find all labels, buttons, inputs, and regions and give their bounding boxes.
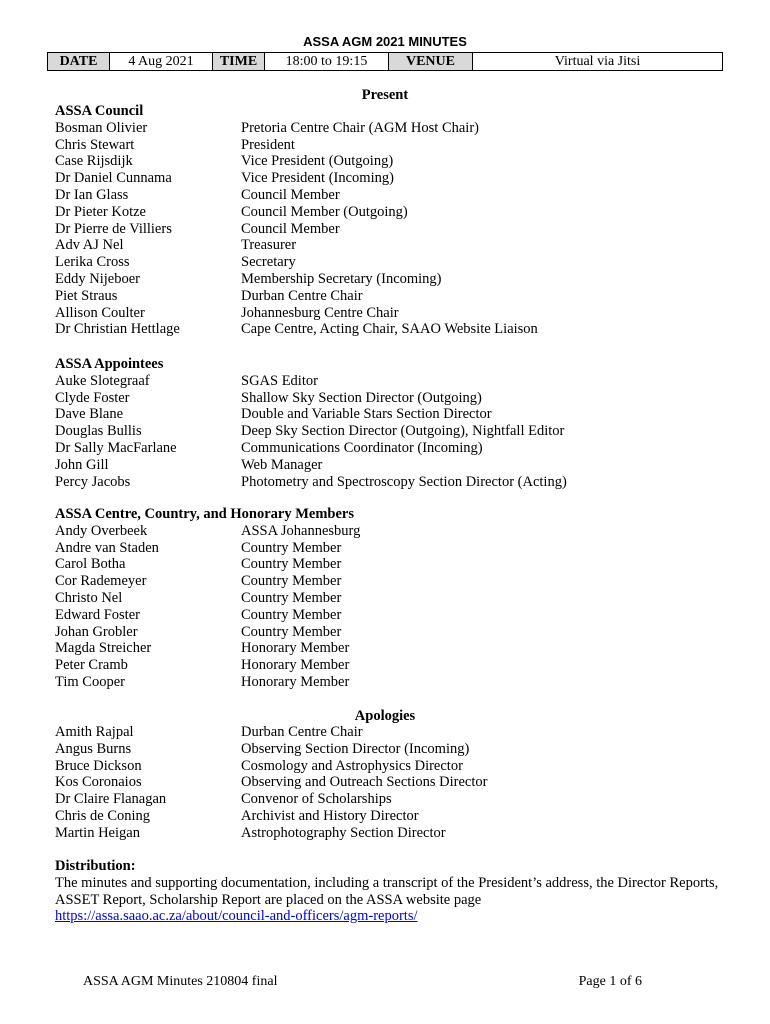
person-name: Bosman Olivier [55,119,148,136]
person-role: Double and Variable Stars Section Director [241,406,492,423]
person-name: Dr Claire Flanagan [55,791,167,808]
person-role: Convenor of Scholarships [241,791,392,808]
person-role: Pretoria Centre Chair (AGM Host Chair) [241,119,479,136]
person-name: Angus Burns [55,740,132,757]
agm-reports-link[interactable]: https://assa.saao.ac.za/about/council-and-officers/agm-reports/ [55,908,418,925]
person-role: Cape Centre, Acting Chair, SAAO Website Liaison [241,321,538,338]
person-role: Honorary Member [241,673,350,690]
distribution-text: The minutes and supporting documentation, including a transcript of the President’s address, the Director Reports, ASSET Report, Scholarship Report are placed on the ASSA website page [55,874,719,908]
person-role: Vice President (Outgoing) [241,153,394,170]
list-item [55,254,745,271]
distribution-section [55,858,745,925]
person-role: President [241,136,295,153]
person-role: Observing Section Director (Incoming) [241,740,470,757]
person-name: Adv AJ Nel [55,237,124,254]
person-role: Treasurer [241,237,297,254]
person-name: Christo Nel [55,589,123,606]
list-item [55,221,745,238]
list-item [55,305,745,322]
list-item [55,540,745,557]
person-role: Durban Centre Chair [241,724,363,740]
list-item [55,457,745,474]
list-item [55,321,745,338]
person-role: Honorary Member [241,657,350,674]
person-role: Astrophotography Section Director [241,824,446,841]
list-item [55,774,745,791]
person-name: Allison Coulter [55,304,145,321]
list-item [55,153,745,170]
person-name: Eddy Nijeboer [55,270,140,287]
list-item [55,523,745,540]
person-name: Dr Ian Glass [55,186,129,203]
members-heading: ASSA Centre, Country, and Honorary Members [55,506,354,522]
person-name: Andre van Staden [55,539,159,556]
person-role: Country Member [241,623,342,640]
person-role: Deep Sky Section Director (Outgoing), Nightfall Editor [241,423,565,440]
list-item [55,573,745,590]
appointees-heading: ASSA Appointees [55,356,164,372]
list-item [55,406,745,423]
person-role: Country Member [241,539,342,556]
distribution-heading: Distribution: [55,858,136,874]
person-name: Bruce Dickson [55,757,142,774]
venue-value: Virtual via Jitsi [473,53,723,71]
person-name: John Gill [55,456,109,473]
person-name: Piet Straus [55,287,118,304]
person-name: Magda Streicher [55,640,152,657]
person-name: Douglas Bullis [55,423,142,440]
date-label: DATE [48,53,110,71]
time-label: TIME [213,53,265,71]
person-name: Chris Stewart [55,136,135,153]
list-item [55,758,745,775]
person-name: Dr Pierre de Villiers [55,220,172,237]
footer-page-number: Page 1 of 6 [578,974,642,989]
person-role: SGAS Editor [241,372,318,389]
person-name: Carol Botha [55,556,126,573]
person-name: Cor Rademeyer [55,573,147,590]
person-name: Dr Daniel Cunnama [55,170,172,187]
list-item [55,373,745,390]
person-name: Amith Rajpal [55,724,134,740]
council-heading: ASSA Council [55,103,144,119]
apologies-section [55,724,745,842]
person-role: Durban Centre Chair [241,287,363,304]
list-item [55,741,745,758]
person-name: Auke Slotegraaf [55,372,150,389]
apologies-heading: Apologies [354,708,416,724]
person-name: Dave Blane [55,406,124,423]
person-role: Archivist and History Director [241,807,419,824]
footer-document-name: ASSA AGM Minutes 210804 final [83,974,278,989]
council-section [55,103,745,338]
person-role: Council Member [241,186,340,203]
person-name: Dr Sally MacFarlane [55,439,177,456]
person-role: Country Member [241,606,342,623]
person-name: Martin Heigan [55,824,140,841]
person-role: Johannesburg Centre Chair [241,304,399,321]
person-name: Tim Cooper [55,673,125,690]
time-value: 18:00 to 19:15 [265,53,389,71]
list-item [55,187,745,204]
person-role: Secretary [241,254,296,271]
list-item [55,204,745,221]
person-name: Peter Cramb [55,657,128,674]
list-item [55,474,745,491]
list-item [55,288,745,305]
present-heading: Present [361,87,409,103]
meeting-info-table [47,52,723,71]
list-item [55,607,745,624]
list-item [55,590,745,607]
person-role: Country Member [241,556,342,573]
list-item [55,640,745,657]
appointees-section [55,356,745,490]
person-name: Kos Coronaios [55,774,142,791]
person-role: Membership Secretary (Incoming) [241,270,442,287]
members-section [55,506,745,691]
person-role: Country Member [241,573,342,590]
person-role: Photometry and Spectroscopy Section Director (Acting) [241,473,567,490]
person-name: Chris de Coning [55,807,151,824]
person-role: Observing and Outreach Sections Director [241,774,488,791]
list-item [55,674,745,691]
person-role: Vice President (Incoming) [241,170,394,187]
person-name: Case Rijsdijk [55,153,133,170]
person-name: Edward Foster [55,606,140,623]
list-item [55,808,745,825]
person-role: Communications Coordinator (Incoming) [241,439,483,456]
person-role: Shallow Sky Section Director (Outgoing) [241,389,482,406]
person-name: Johan Grobler [55,623,138,640]
person-role: ASSA Johannesburg [241,522,361,539]
person-role: Honorary Member [241,640,350,657]
list-item [55,271,745,288]
person-role: Council Member (Outgoing) [241,203,408,220]
person-role: Council Member [241,220,340,237]
list-item [55,440,745,457]
document-title: ASSA AGM 2021 MINUTES [303,34,467,49]
person-name: Clyde Foster [55,389,130,406]
list-item [55,825,745,842]
person-name: Percy Jacobs [55,473,131,490]
list-item [55,120,745,137]
list-item [55,390,745,407]
person-role: Country Member [241,589,342,606]
venue-label: VENUE [389,53,473,71]
person-name: Dr Pieter Kotze [55,203,146,220]
date-value: 4 Aug 2021 [110,53,213,71]
person-role: Web Manager [241,456,323,473]
list-item [55,237,745,254]
list-item [55,724,745,741]
person-name: Lerika Cross [55,254,130,271]
person-name: Andy Overbeek [55,522,148,539]
person-name: Dr Christian Hettlage [55,321,180,338]
list-item [55,791,745,808]
list-item [55,657,745,674]
list-item [55,624,745,641]
list-item [55,423,745,440]
person-role: Cosmology and Astrophysics Director [241,757,463,774]
list-item [55,556,745,573]
list-item [55,170,745,187]
list-item [55,137,745,154]
